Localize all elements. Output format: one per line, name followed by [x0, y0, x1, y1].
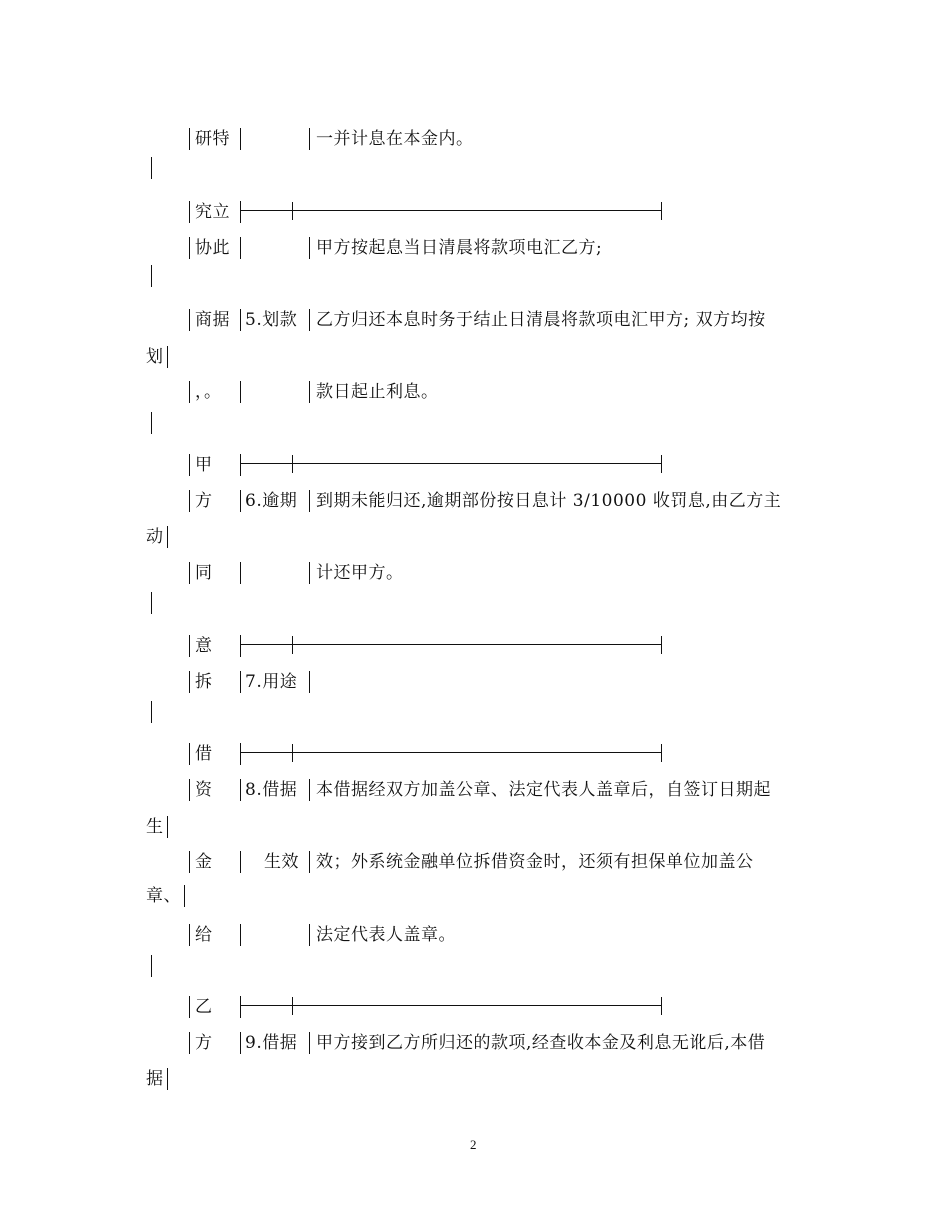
table-border — [189, 743, 190, 765]
table-border — [240, 1032, 241, 1054]
clause-text: 本借据经双方加盖公章、法定代表人盖章后，自签订日期起 — [316, 780, 771, 800]
table-border — [240, 237, 241, 259]
wrapped-text: 划 — [146, 347, 164, 367]
wrapped-text: 动 — [146, 527, 164, 547]
clause-text: 款日起止利息。 — [316, 382, 439, 402]
table-rule — [240, 752, 661, 753]
table-border — [189, 635, 190, 657]
table-border — [151, 701, 152, 723]
table-rule — [240, 644, 661, 645]
table-border — [240, 562, 241, 584]
page-number: 2 — [470, 1137, 477, 1152]
row-label-char: 拆 — [195, 672, 213, 692]
table-border — [309, 851, 310, 873]
clause-title: 9.借据 — [245, 1033, 298, 1053]
row-label-char: 研特 — [195, 129, 230, 149]
table-border — [309, 381, 310, 403]
table-border — [292, 455, 293, 473]
table-border — [240, 490, 241, 512]
table-border — [309, 237, 310, 259]
table-border — [189, 237, 190, 259]
table-border — [292, 636, 293, 654]
table-border — [240, 996, 241, 1018]
table-border — [240, 779, 241, 801]
table-border — [189, 562, 190, 584]
table-border — [151, 157, 152, 179]
table-border — [189, 490, 190, 512]
row-label-char: 协此 — [195, 238, 230, 258]
row-label-char: 资 — [195, 780, 213, 800]
table-border — [292, 744, 293, 762]
table-border — [189, 128, 190, 150]
table-border — [167, 526, 168, 548]
row-label-char: 究立 — [195, 202, 230, 222]
table-border — [240, 454, 241, 476]
table-border — [189, 779, 190, 801]
clause-text: 效；外系统金融单位拆借资金时，还须有担保单位加盖公 — [316, 852, 754, 872]
table-border — [309, 924, 310, 946]
table-border — [309, 309, 310, 331]
clause-text: 甲方按起息当日清晨将款项电汇乙方; — [316, 238, 603, 258]
row-label-char: 意 — [195, 636, 213, 656]
clause-title: 生效 — [264, 852, 299, 872]
clause-title: 5.划款 — [245, 310, 298, 330]
clause-text: 计还甲方。 — [316, 563, 404, 583]
row-label-char: 同 — [195, 563, 213, 583]
clause-title: 7.用途 — [245, 672, 298, 692]
clause-text: 到期未能归还,逾期部份按日息计 3/10000 收罚息,由乙方主 — [316, 491, 782, 511]
table-border — [167, 346, 168, 368]
table-border — [167, 1068, 168, 1090]
table-border — [240, 635, 241, 657]
table-border — [240, 128, 241, 150]
table-border — [240, 924, 241, 946]
table-border — [661, 997, 662, 1015]
table-border — [309, 562, 310, 584]
clause-title: 8.借据 — [245, 780, 298, 800]
table-rule — [240, 463, 661, 464]
table-border — [151, 412, 152, 434]
table-border — [240, 381, 241, 403]
table-border — [189, 671, 190, 693]
table-border — [309, 671, 310, 693]
clause-text: 法定代表人盖章。 — [316, 925, 456, 945]
table-border — [309, 128, 310, 150]
table-border — [661, 744, 662, 762]
table-border — [189, 381, 190, 403]
wrapped-text: 生 — [146, 817, 164, 837]
table-border — [189, 454, 190, 476]
table-border — [189, 1032, 190, 1054]
clause-text: 乙方归还本息时务于结止日清晨将款项电汇甲方; 双方均按 — [316, 310, 766, 330]
table-border — [240, 743, 241, 765]
row-label-char: 甲 — [195, 455, 213, 475]
table-border — [167, 816, 168, 838]
table-border — [189, 309, 190, 331]
clause-text: 一并计息在本金内。 — [316, 129, 474, 149]
table-border — [309, 490, 310, 512]
table-border — [184, 885, 185, 907]
clause-text: 甲方接到乙方所归还的款项,经查收本金及利息无讹后,本借 — [316, 1033, 766, 1053]
table-border — [240, 201, 241, 223]
table-border — [292, 997, 293, 1015]
table-border — [240, 671, 241, 693]
table-border — [189, 201, 190, 223]
table-border — [661, 455, 662, 473]
row-label-char: 金 — [195, 852, 213, 872]
table-border — [189, 924, 190, 946]
row-label-char: 商据 — [195, 310, 230, 330]
table-border — [189, 996, 190, 1018]
table-border — [151, 592, 152, 614]
row-label-char: 方 — [195, 491, 213, 511]
row-label-char: 方 — [195, 1033, 213, 1053]
table-border — [151, 955, 152, 977]
table-border — [240, 309, 241, 331]
table-border — [292, 202, 293, 220]
table-border — [309, 779, 310, 801]
table-border — [661, 202, 662, 220]
table-border — [240, 851, 241, 873]
wrapped-text: 据 — [146, 1069, 164, 1089]
row-label-char: 乙 — [195, 997, 213, 1017]
row-label-char: ，。 — [195, 382, 222, 402]
table-border — [309, 1032, 310, 1054]
row-label-char: 给 — [195, 925, 213, 945]
row-label-char: 借 — [195, 744, 213, 764]
table-border — [189, 851, 190, 873]
clause-title: 6.逾期 — [245, 491, 298, 511]
wrapped-text: 章、 — [146, 886, 181, 906]
table-rule — [240, 1005, 661, 1006]
table-border — [151, 265, 152, 287]
table-border — [661, 636, 662, 654]
table-rule — [240, 210, 661, 211]
